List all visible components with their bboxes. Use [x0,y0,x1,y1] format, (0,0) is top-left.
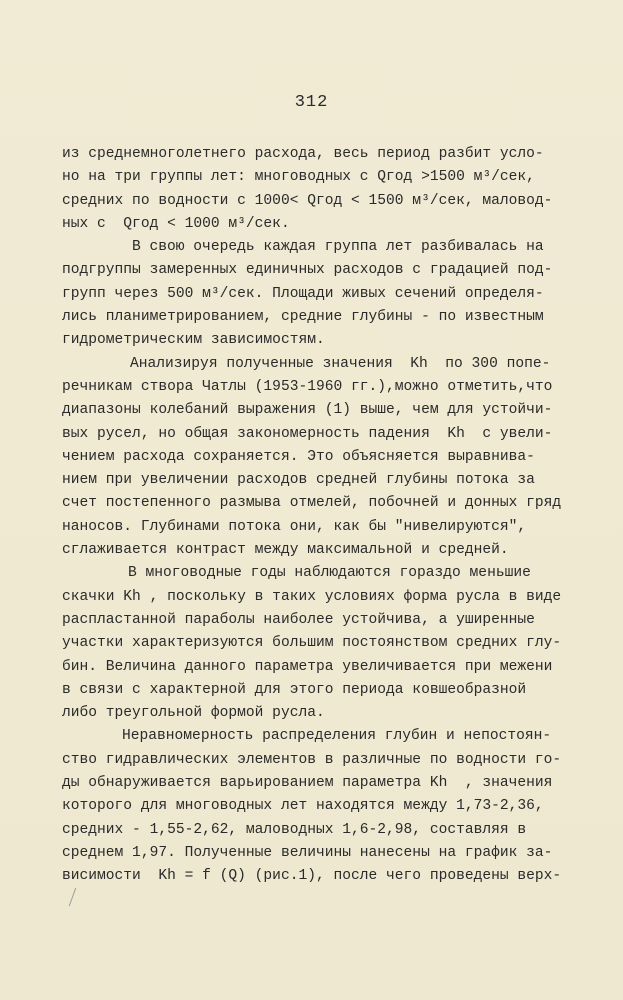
text-line: речникам створа Чатлы (1953-1960 гг.),можно отметить,что [62,378,553,395]
text-line: В многоводные годы наблюдаются гораздо меньшие [128,565,531,582]
paragraph-2 [62,236,602,352]
text-line: групп через 500 м³/сек. Площади живых сечений определя- [62,285,544,302]
paragraph-5 [62,725,602,888]
text-line: в связи с характерной для этого периода ковшеобразной [62,681,527,698]
text-line: ных с Qгод < 1000 м³/сек. [62,215,290,232]
text-line: чением расхода сохраняется. Это объясняется выравнива- [62,448,535,465]
pencil-mark [69,888,87,906]
text-line: счет постепенного размыва отмелей, побочней и донных гряд [62,495,562,512]
text-line: подгруппы замеренных единичных расходов с градацией под- [62,262,553,279]
page-number: 312 [294,93,329,112]
text-line: среднем 1,97. Полученные величины нанесены на график за- [62,844,553,861]
text-line: которого для многоводных лет находятся между 1,73-2,36, [62,798,544,815]
text-line: наносов. Глубинами потока они, как бы "нивелируются", [62,518,527,535]
text-line: средних по водности с 1000< Qгод < 1500 м³/сек, маловод- [62,192,553,209]
body-text [62,143,602,889]
text-line: диапазоны колебаний выражения (1) выше, чем для устойчи- [62,402,553,419]
text-line: скачки Kh , поскольку в таких условиях форма русла в виде [62,588,562,605]
text-line: В свою очередь каждая группа лет разбивалась на [132,239,544,256]
text-line: гидрометрическим зависимостям. [62,332,325,349]
text-line: но на три группы лет: многоводных с Qгод >1500 м³/сек, [62,169,535,186]
text-line: ды обнаруживается варьированием параметра Kh , значения [62,775,553,792]
text-line: сглаживается контраст между максимальной и средней. [62,542,509,559]
text-line: Анализируя полученные значения Kh по 300 попе- [130,355,551,372]
text-line: из среднемноголетнего расхода, весь период разбит усло- [62,146,544,162]
text-line: участки характеризуются большим постоянством средних глу- [62,635,562,652]
text-line: Неравномерность распределения глубин и непостоян- [122,728,552,745]
text-line: ство гидравлических элементов в различные по водности го- [62,751,562,768]
text-line: вых русел, но общая закономерность падения Kh с увели- [62,425,553,442]
paragraph-3 [62,353,602,563]
text-line: бин. Величина данного параметра увеличивается при межени [62,658,553,675]
text-line: либо треугольной формой русла. [62,705,325,722]
text-line: висимости Kh = f (Q) (рис.1), после чего проведены верх- [62,868,562,885]
text-line: средних - 1,55-2,62, маловодных 1,6-2,98, составляя в [62,821,527,838]
text-line: распластанной параболы наиболее устойчива, а уширенные [62,611,535,628]
text-line: лись планиметрированием, средние глубины - по известным [62,309,544,326]
text-line: нием при увеличении расходов средней глубины потока за [62,472,535,489]
paragraph-1 [62,143,602,236]
paragraph-4 [62,562,602,725]
